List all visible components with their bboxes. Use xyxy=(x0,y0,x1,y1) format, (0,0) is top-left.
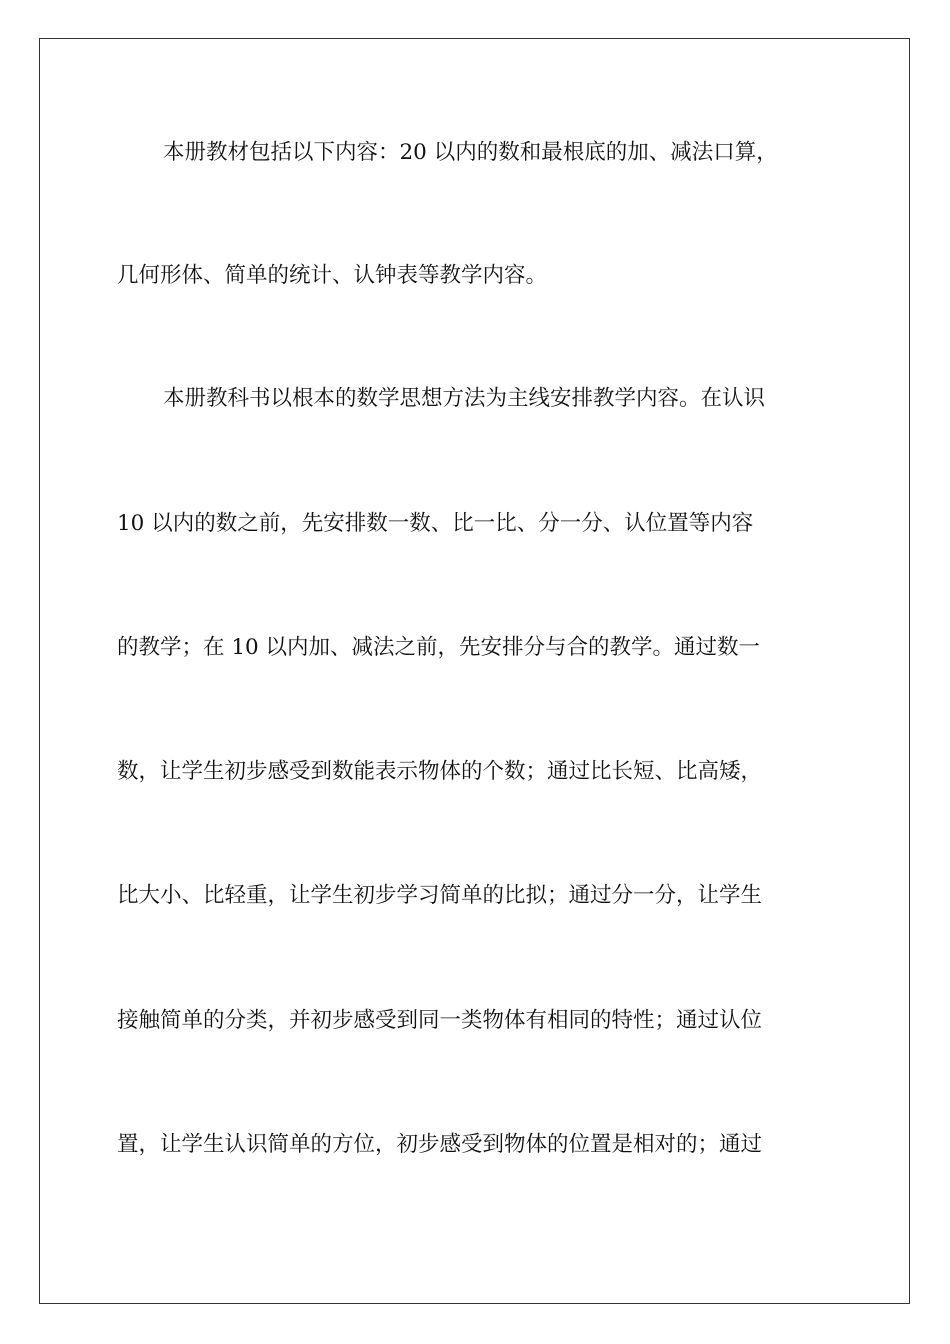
paragraph-1-line-2: 几何形体、简单的统计、认钟表等教学内容。 xyxy=(117,263,548,288)
paragraph-2-line-4: 数，让学生初步感受到数能表示物体的个数；通过比长短、比高矮， xyxy=(117,759,763,784)
paragraph-2-line-5: 比大小、比轻重，让学生初步学习简单的比拟；通过分一分，让学生 xyxy=(117,883,763,908)
paragraph-1-line-1: 本册教材包括以下内容：20 以内的数和最根底的加、减法口算， xyxy=(163,140,778,165)
paragraph-2-line-3: 的教学；在 10 以内加、减法之前，先安排分与合的教学。通过数一 xyxy=(117,635,761,660)
paragraph-2-line-7: 置，让学生认识简单的方位，初步感受到物体的位置是相对的；通过 xyxy=(117,1132,763,1157)
paragraph-2-line-2: 10 以内的数之前，先安排数一数、比一比、分一分、认位置等内容 xyxy=(117,511,754,536)
paragraph-2-line-6: 接触简单的分类，并初步感受到同一类物体有相同的特性；通过认位 xyxy=(117,1008,763,1033)
paragraph-2-line-1: 本册教科书以根本的数学思想方法为主线安排教学内容。在认识 xyxy=(163,386,766,411)
page-border xyxy=(39,38,910,1304)
